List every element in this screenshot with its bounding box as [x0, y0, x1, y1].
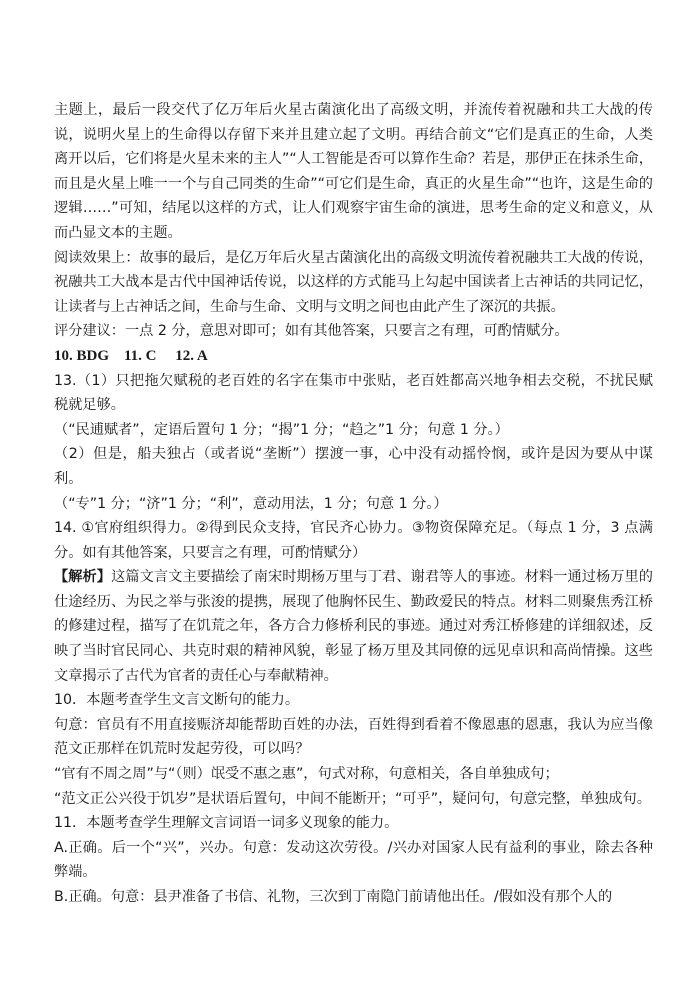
answer-13-1-scoring: （“民逋赋者”，定语后置句 1 分；“揭”1 分；“趋之”1 分；句意 1 分。） [54, 421, 509, 438]
paragraph-theme: 主题上，最后一段交代了亿万年后火星古菌演化出了高级文明，并流传着祝融和共工大战的传说，说明火星上的生命得以存留下来并且建立起了文明。再结合前文“它们是真正的生命，人类离开以后，它们将是火星未来的主人”“人工智能是否可以算作生命？若是，那伊正在抹杀生命，而且是火星上唯一一个与自己同类的生命”“可它们是生命，真正的火星生命”“也许，这是生命的逻辑……”可知，结尾以这样的方式，让人们观察宇宙生命的演进，思考生命的定义和意义，从而凸显文本的主题。 [54, 102, 653, 241]
explanation-10-heading: 10．本题考查学生文言文断句的能力。 [54, 692, 300, 709]
analysis-text: 这篇文言文主要描绘了南宋时期杨万里与丁君、谢君等人的事迹。材料一通过杨万里的仕途经历、为民之举与张浚的提携，展现了他胸怀民生、勤政爱民的特点。材料二则聚焦秀江桥的修建过程，描写了在饥荒之年，各方合力修桥利民的事迹。通过对秀江桥修建的详细叙述，反映了当时官民同心、共克时艰的精神风貌，彰显了杨万里及其同僚的远见卓识和高尚情操。这些文章揭示了古代为官者的责任心与奉献精神。 [54, 569, 653, 684]
explanation-10-point-2: “范文正公兴役于饥岁”是状语后置句，中间不能断开；“可乎”，疑问句，句意完整，单独成句。 [54, 790, 651, 807]
answer-13-2: （2）但是，船夫独占（或者说“垄断”）摆渡一事，心中没有动摇怜悯，或许是因为要从中谋利。 [54, 446, 653, 487]
analysis-paragraph [54, 565, 653, 688]
analysis-label: 【解析】 [54, 569, 112, 586]
explanation-11-option-b: B.正确。句意：县尹准备了书信、礼物，三次到丁南隐门前请他出任。/假如没有那个人的 [54, 889, 613, 905]
answers-10-12: 10. BDG 11. C 12. A [54, 347, 208, 364]
explanation-11-heading: 11．本题考查学生理解文言词语一词多义现象的能力。 [54, 815, 399, 832]
answer-13-2-scoring: （“专”1 分；“济”1 分；“利”，意动用法，1 分；句意 1 分。） [54, 495, 448, 512]
answer-14: 14. ①官府组织得力。②得到民众支持，官民齐心协力。③物资保障充足。（每点 1 分，3 点满分。如有其他答案，只要言之有理，可酌情赋分） [54, 520, 653, 561]
paragraph-reading-effect: 阅读效果上：故事的最后，是亿万年后火星古菌演化出的高级文明流传着祝融共工大战的传说，祝融共工大战本是古代中国神话传说，以这样的方式能马上勾起中国读者上古神话的共同记忆，让读者与上古神话之间，生命与生命、文明与文明之间也由此产生了深沉的共振。 [54, 249, 653, 315]
explanation-11-option-a: A.正确。后一个“兴”，兴办。句意：发动这次劳役。/兴办对国家人民有益利的事业，除去各种弊端。 [54, 839, 653, 881]
paragraph-scoring-advice: 评分建议：一点 2 分，意思对即可；如有其他答案，只要言之有理，可酌情赋分。 [54, 323, 569, 340]
answer-13-1: 13.（1）只把拖欠赋税的老百姓的名字在集市中张贴，老百姓都高兴地争相去交税，不扰民赋税就足够。 [54, 372, 653, 414]
explanation-10-point-1: “官有不周之周”与“（则）氓受不惠之惠”，句式对称，句意相关，各自单独成句； [54, 766, 559, 783]
explanation-10-meaning: 句意：官员有不用直接赈济却能帮助百姓的办法，百姓得到看着不像恩惠的恩惠，我认为应当像范文正那样在饥荒时发起劳役，可以吗？ [54, 716, 653, 758]
